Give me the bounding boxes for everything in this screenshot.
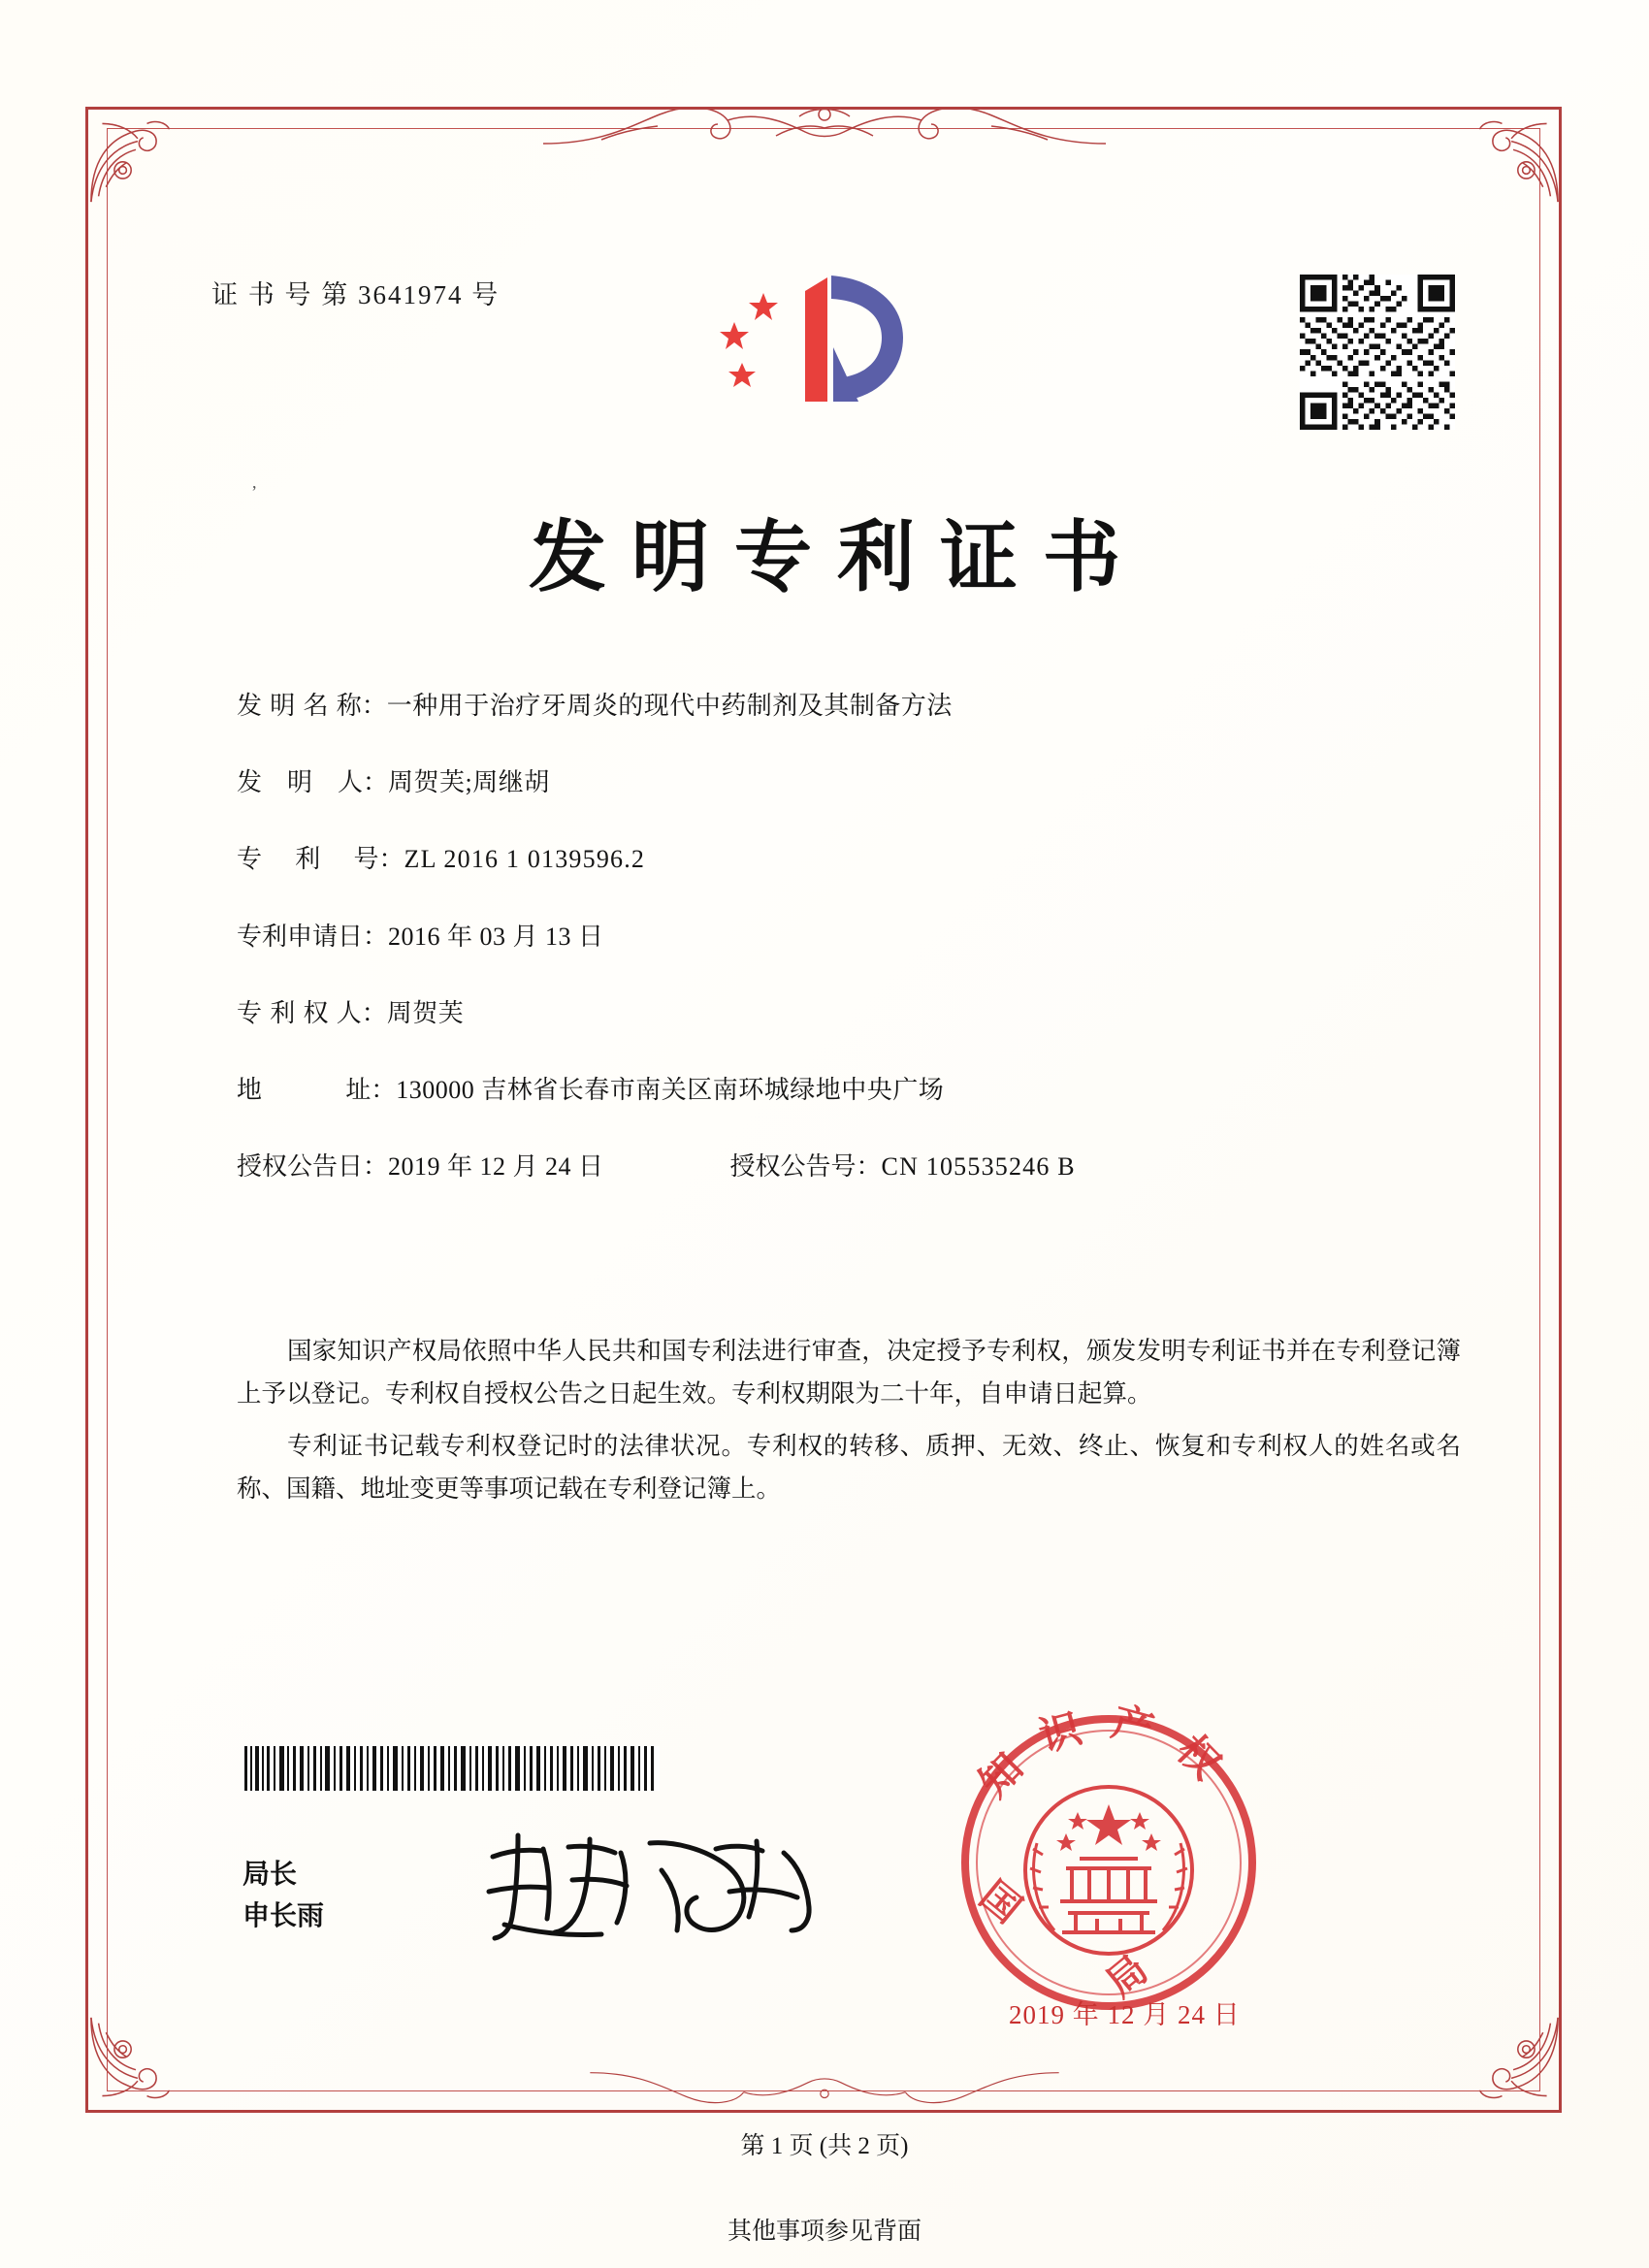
field-label: 地 址： (237, 1075, 397, 1105)
official-seal (934, 1688, 1283, 2037)
certificate-number: 证 书 号 第 3641974 号 (211, 280, 501, 309)
legal-paragraph-1: 国家知识产权局依照中华人民共和国专利法进行审查，决定授予专利权，颁发发明专利证书并在专利登记簿上予以登记。专利权自授权公告之日起生效。专利权期限为二十年，自申请日起算。 (237, 1337, 1461, 1409)
bottom-center-ornament-icon (543, 2066, 1106, 2115)
svg-text:国局: 国局 (971, 1872, 1246, 2007)
field-patentee (237, 998, 1459, 1029)
field-patent-number (237, 844, 1459, 875)
grant-number-label: 授权公告号： (729, 1152, 882, 1183)
corner-ornament-top-left-icon (89, 111, 182, 204)
director-name: 申长雨 (242, 1899, 325, 1932)
grant-date-value: 2019 年 12 月 24 日 (388, 1152, 604, 1182)
legal-text-block (237, 1331, 1461, 1520)
field-label: 专 利 权 人： (237, 998, 387, 1028)
director-signature-label (242, 1853, 324, 1937)
qr-code (1300, 275, 1455, 430)
field-label: 专 利 号： (237, 845, 404, 875)
field-invention-name (237, 691, 1459, 722)
handwritten-signature-icon (475, 1824, 834, 1950)
svg-text:知识产权: 知识产权 (969, 1697, 1248, 1806)
field-inventors (237, 767, 1459, 798)
field-label: 专利申请日： (237, 922, 389, 952)
seal-date: 2019 年 12 月 24 日 (1009, 2000, 1241, 2029)
corner-ornament-bottom-right-icon (1467, 2016, 1560, 2109)
grant-number-value: CN 105535246 B (881, 1152, 1076, 1182)
director-role: 局长 (242, 1858, 298, 1890)
field-address (237, 1075, 1459, 1106)
field-value: 一种用于治疗牙周炎的现代中药制剂及其制备方法 (386, 692, 953, 720)
field-label: 发 明 名 称： (237, 692, 387, 721)
top-center-ornament-icon (543, 93, 1106, 151)
grant-date-label: 授权公告日： (237, 1152, 389, 1183)
back-side-note: 其他事项参见背面 (727, 2217, 922, 2245)
field-value: 周贺芙 (386, 998, 465, 1027)
corner-ornament-top-right-icon (1467, 111, 1560, 204)
barcode (242, 1746, 660, 1791)
field-value: 周贺芙;周继胡 (388, 768, 550, 797)
scan-artifact: , (252, 472, 257, 492)
field-list (237, 691, 1459, 1228)
cnipa-logo-icon (713, 254, 936, 429)
field-value: 2016 年 03 月 13 日 (388, 922, 604, 951)
field-label: 发 明 人： (237, 768, 389, 798)
page-number: 第 1 页 (共 2 页) (740, 2133, 909, 2159)
field-value: 130000 吉林省长春市南关区南环城绿地中央广场 (396, 1075, 945, 1104)
field-grant-announcement (237, 1151, 1459, 1183)
legal-paragraph-2: 专利证书记载专利权登记时的法律状况。专利权的转移、质押、无效、终止、恢复和专利权人的姓名或名称、国籍、地址变更等事项记载在专利登记簿上。 (237, 1431, 1461, 1504)
page-title: 发明专利证书 (529, 511, 1146, 602)
corner-ornament-bottom-left-icon (89, 2016, 182, 2109)
field-application-date (237, 922, 1459, 953)
field-value: ZL 2016 1 0139596.2 (404, 845, 646, 874)
